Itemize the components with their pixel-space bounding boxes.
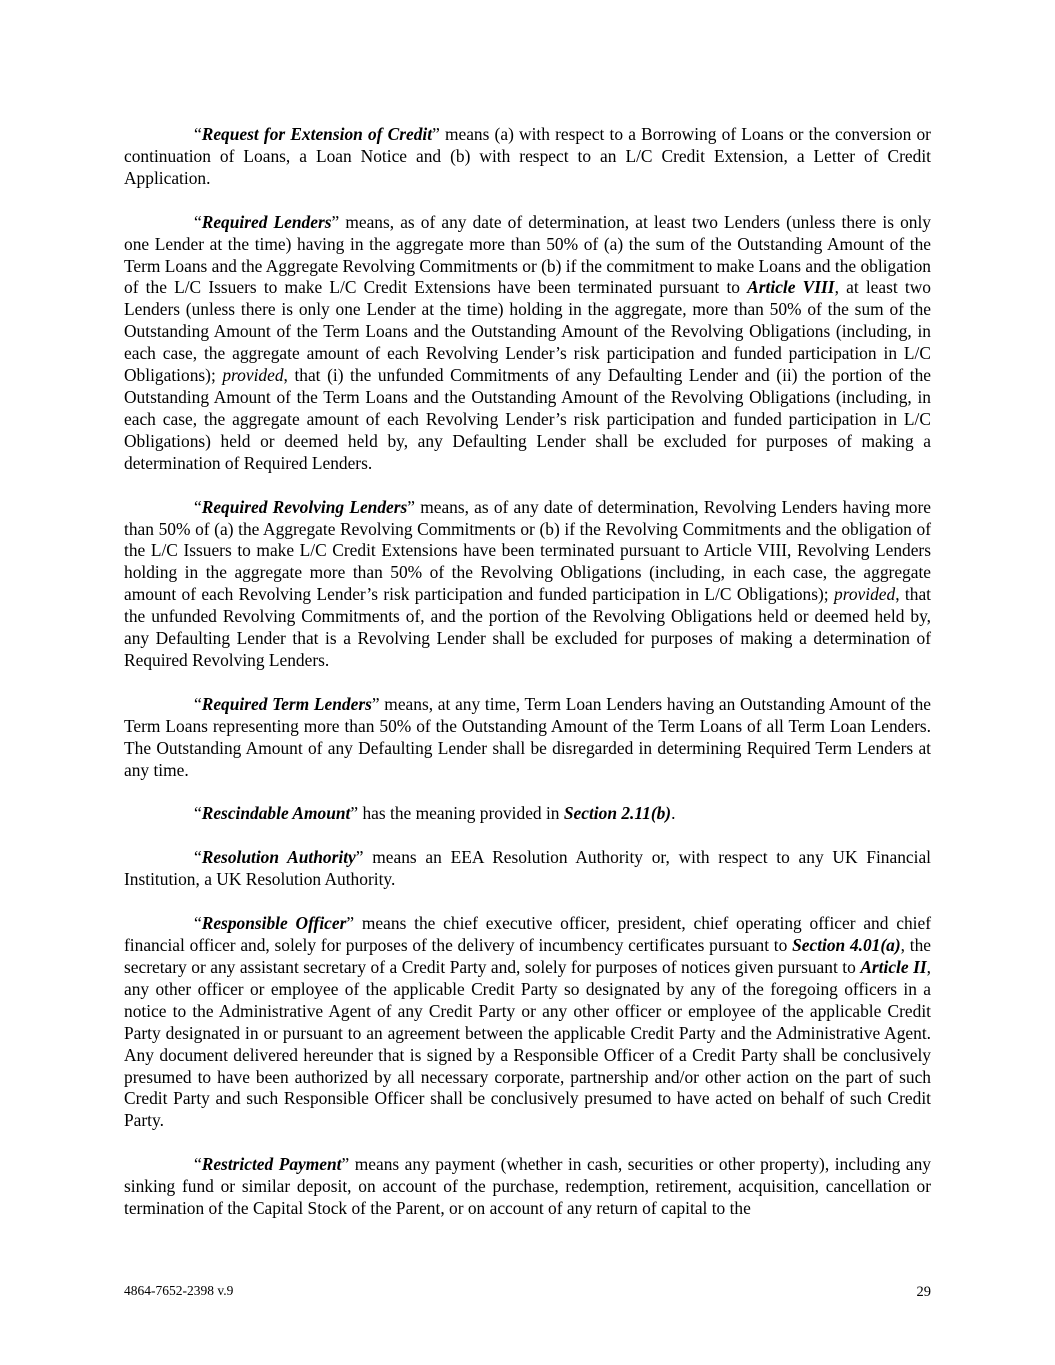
defined-term: Request for Extension of Credit <box>201 124 433 144</box>
definition-required-term-lenders: “Required Term Lenders” means, at any time, Term Loan Lenders having an Outstanding Amount of the Term Loans representing more than 50% of the Outstanding Amount of the Term Loans of all Term Loan Lenders. The Outstanding Amount of any Defaulting Lender shall be disregarded in determining Required Term Lenders at any time. <box>124 693 931 780</box>
defined-term: Responsible Officer <box>201 913 347 934</box>
cross-reference: Article VIII <box>747 277 835 298</box>
defined-term: Required Term Lenders <box>201 693 372 714</box>
definition-required-revolving-lenders: “Required Revolving Lenders” means, as of any date of determination, Revolving Lenders having more than 50% of (a) the Aggregate Revolving Commitments or (b) if the Revolving Commitments and the obligation of the L/C Issuers to make L/C Credit Extensions have been terminated pursuant to Article VIII, Revolving Lenders holding in the aggregate more than 50% of the Revolving Obligations (including, in each case, the aggregate amount of each Revolving Lender’s risk participation and funded participation in L/C Obligations); provided, that the unfunded Revolving Commitments of, and the portion of the Revolving Obligations held or deemed held by, any Defaulting Lender that is a Revolving Lender shall be excluded for purposes of making a determination of Required Revolving Lenders. <box>124 496 931 670</box>
definition-responsible-officer: “Responsible Officer” means the chief executive officer, president, chief operating officer and chief financial officer and, solely for purposes of the delivery of incumbency certificates pursuant to Section 4.01(a), the secretary or any assistant secretary of a Credit Party and, solely for purposes of notices given pursuant to Article II, any other officer or employee of the applicable Credit Party so designated by any of the foregoing officers in a notice to the Administrative Agent of any Credit Party or any other officer or employee of the applicable Credit Party designated in or pursuant to an agreement between the applicable Credit Party and the Administrative Agent. Any document delivered hereunder that is signed by a Responsible Officer of a Credit Party shall be conclusively presumed to have been authorized by all necessary corporate, partnership and/or other action on the part of such Credit Party and such Responsible Officer shall be conclusively presumed to have acted on behalf of such Credit Party. <box>124 913 932 1131</box>
cross-reference: Section 4.01(a) <box>792 935 901 956</box>
emphasis-text: provided <box>222 365 284 386</box>
definition-resolution-authority: “Resolution Authority” means an EEA Resolution Authority or, with respect to any UK Financial Institution, a UK Resolution Authority. <box>124 847 931 890</box>
definition-required-lenders: “Required Lenders” means, as of any date of determination, at least two Lenders (unless there is only one Lender at the time) having in the aggregate more than 50% of (a) the sum of the Outstanding Amount of the Term Loans and the Aggregate Revolving Commitments or (b) if the commitment to make Loans and the obligation of the L/C Issuers to make L/C Credit Extensions have been terminated pursuant to Article VIII, at least two Lenders (unless there is only one Lender at the time) holding in the aggregate, more than 50% of the sum of the Outstanding Amount of the Term Loans and the Outstanding Amount of the Revolving Obligations (including, in each case, the aggregate amount of each Revolving Lender’s risk participation and funded participation in L/C Obligations); provided, that (i) the unfunded Commitments of any Defaulting Lender and (ii) the portion of the Outstanding Amount of the Term Loans and the Outstanding Amount of the Revolving Obligations (including, in each case, the aggregate amount of each Revolving Lender’s risk participation and funded participation in L/C Obligations) held or deemed held by, any Defaulting Lender shall be excluded for purposes of making a determination of Required Lenders. <box>124 211 932 473</box>
page-number: 29 <box>916 1284 931 1300</box>
definition-request-for-extension-of-credit: “Request for Extension of Credit” means (a) with respect to a Borrowing of Loans or the conversion or continuation of Loans, a Loan Notice and (b) with respect to an L/C Credit Extension, a Letter of Credit Application. <box>124 124 931 188</box>
definition-restricted-payment: “Restricted Payment” means any payment (whether in cash, securities or other property), including any sinking fund or similar deposit, on account of the purchase, redemption, retirement, acquisition, cancellation or termination of the Capital Stock of the Parent, or on account of any return of capital to the <box>124 1154 931 1219</box>
emphasis-text: provided <box>834 584 896 605</box>
document-body <box>124 124 931 1242</box>
defined-term: Restricted Payment <box>201 1154 342 1175</box>
defined-term: Rescindable Amount <box>201 803 351 824</box>
definition-rescindable-amount: “Rescindable Amount” has the meaning provided in Section 2.11(b). <box>194 803 676 824</box>
defined-term: Required Lenders <box>201 211 332 232</box>
cross-reference: Article II <box>860 957 927 977</box>
defined-term: Resolution Authority <box>201 847 356 868</box>
document-id: 4864-7652-2398 v.9 <box>124 1283 234 1298</box>
defined-term: Required Revolving Lenders <box>201 496 408 517</box>
cross-reference: Section 2.11(b) <box>563 803 672 824</box>
